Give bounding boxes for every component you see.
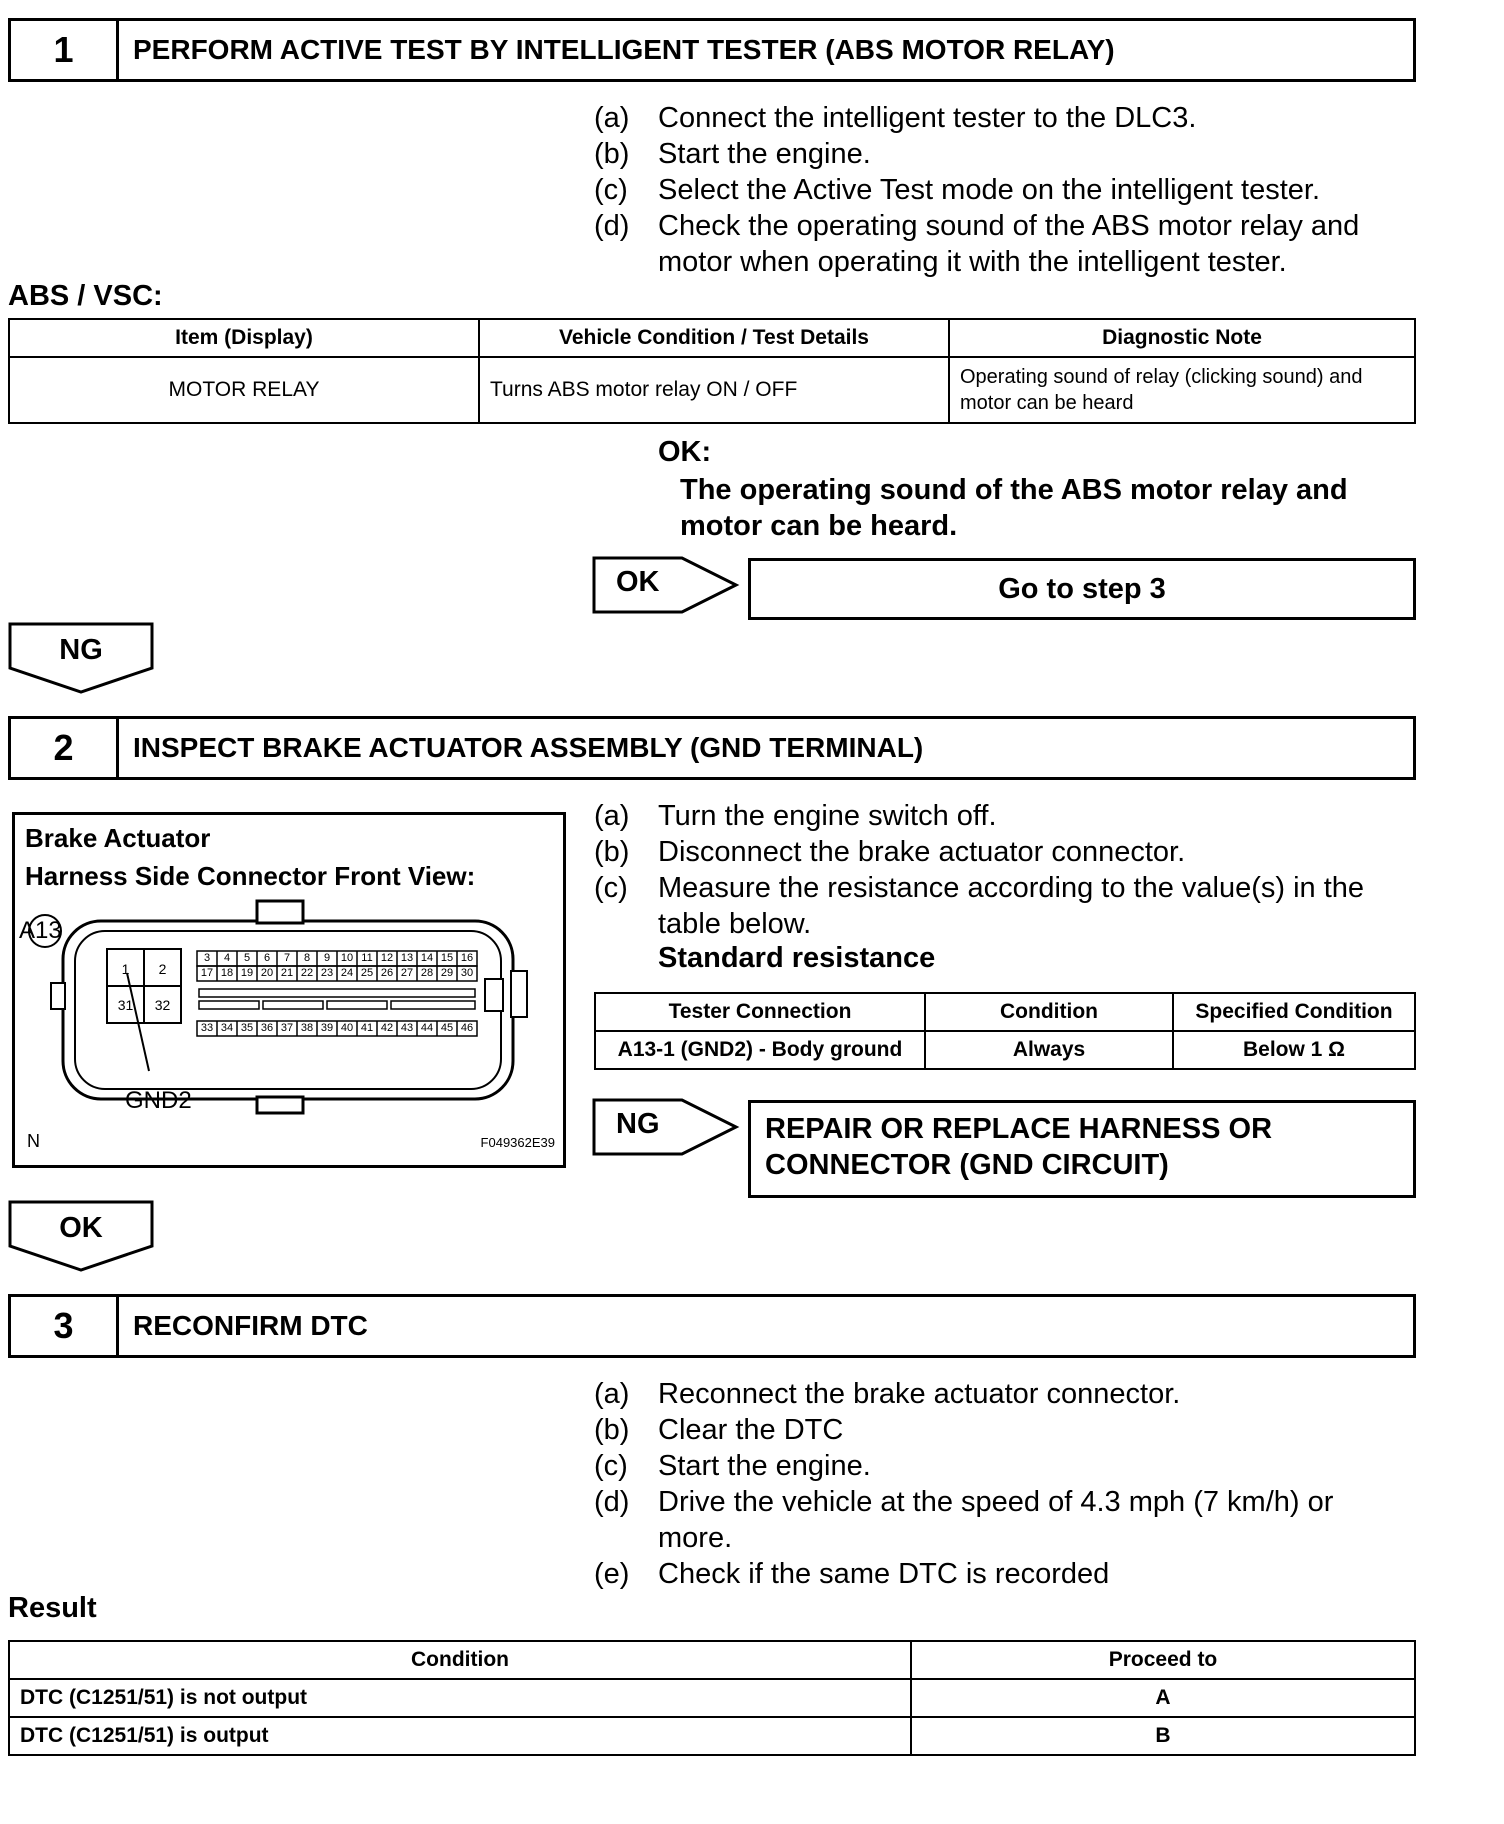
- step-title: INSPECT BRAKE ACTUATOR ASSEMBLY (GND TERMINAL): [133, 732, 924, 763]
- ok-label: OK:: [658, 436, 712, 468]
- instruction-letter: (d): [594, 210, 630, 242]
- step-number: 1: [11, 21, 119, 79]
- instruction-text: Drive the vehicle at the speed of 4.3 mph (7 km/h) or: [658, 1486, 1334, 1518]
- instruction-text: Turn the engine switch off.: [658, 800, 997, 832]
- ng-tag-label: NG: [616, 1108, 660, 1140]
- table-header: Tester Connection: [595, 993, 925, 1031]
- instruction-letter: (d): [594, 1486, 630, 1518]
- pin-label: 40: [340, 1022, 354, 1034]
- ok-tag-label: OK: [616, 566, 660, 598]
- table-header: Diagnostic Note: [949, 319, 1415, 357]
- pin-label: 10: [340, 952, 354, 964]
- table-header: Condition: [925, 993, 1173, 1031]
- pin-label: 21: [280, 967, 294, 979]
- pin-label: 1: [121, 961, 130, 977]
- step-number: 2: [11, 719, 119, 777]
- pin-label: 26: [380, 967, 394, 979]
- result-heading: Result: [8, 1592, 97, 1624]
- standard-label: Standard resistance: [658, 942, 936, 974]
- step-2-header: [8, 716, 1416, 780]
- instruction-text: more.: [658, 1522, 733, 1554]
- table-heading: ABS / VSC:: [8, 280, 163, 312]
- instruction-text: Clear the DTC: [658, 1414, 844, 1446]
- pin-label: 36: [260, 1022, 274, 1034]
- step-3-header: [8, 1294, 1416, 1358]
- instruction-letter: (b): [594, 1414, 630, 1446]
- pin-label: 27: [400, 967, 414, 979]
- pin-label: 31: [117, 997, 134, 1013]
- pin-label: 28: [420, 967, 434, 979]
- pin-label: 3: [203, 952, 211, 964]
- ok-tag-label: OK: [59, 1212, 103, 1244]
- instruction-text: Check the operating sound of the ABS motor relay and: [658, 210, 1360, 242]
- pin-label: 2: [158, 961, 167, 977]
- ng-arrow-tag: [592, 1098, 740, 1156]
- pin-label: 16: [460, 952, 474, 964]
- table-cell: A: [911, 1679, 1415, 1717]
- pin-label: 6: [263, 952, 271, 964]
- instruction-text: Select the Active Test mode on the intelligent tester.: [658, 174, 1321, 206]
- instruction-text: Start the engine.: [658, 1450, 871, 1482]
- figure-subtitle: Harness Side Connector Front View:: [25, 861, 476, 891]
- ng-tag-label: NG: [59, 634, 103, 666]
- pin-label: 35: [240, 1022, 254, 1034]
- instruction-letter: (a): [594, 800, 630, 832]
- pin-label: 41: [360, 1022, 374, 1034]
- pin-label: 24: [340, 967, 354, 979]
- step-1-header: [8, 18, 1416, 82]
- instruction-text: Check if the same DTC is recorded: [658, 1558, 1110, 1590]
- pin-label: 13: [400, 952, 414, 964]
- pin-label: 39: [320, 1022, 334, 1034]
- table-cell: Turns ABS motor relay ON / OFF: [479, 357, 949, 423]
- pin-label: 14: [420, 952, 434, 964]
- pin-label: 32: [154, 997, 171, 1013]
- instruction-letter: (b): [594, 138, 630, 170]
- instruction-letter: (e): [594, 1558, 630, 1590]
- pin-label: 46: [460, 1022, 474, 1034]
- table-cell-line: Operating sound of relay (clicking sound) and: [960, 366, 1363, 388]
- instruction-letter: (c): [594, 1450, 628, 1482]
- instruction-letter: (a): [594, 102, 630, 134]
- resistance-table: [594, 992, 1416, 1070]
- table-cell: [949, 357, 1415, 423]
- pin-label: 7: [283, 952, 291, 964]
- ok-criteria: [680, 472, 1348, 544]
- instruction-text: Connect the intelligent tester to the DLC3.: [658, 102, 1197, 134]
- pin-label: 18: [220, 967, 234, 979]
- repair-box: [748, 1100, 1416, 1198]
- arrow-right-icon: [592, 1098, 740, 1156]
- pin-label: 33: [200, 1022, 214, 1034]
- step-number: 3: [11, 1297, 119, 1355]
- table-header: Vehicle Condition / Test Details: [479, 319, 949, 357]
- ok-arrow-tag: [592, 556, 740, 614]
- pin-label: 23: [320, 967, 334, 979]
- step-title: PERFORM ACTIVE TEST BY INTELLIGENT TESTER (ABS MOTOR RELAY): [133, 34, 1115, 65]
- result-text: CONNECTOR (GND CIRCUIT): [765, 1149, 1169, 1181]
- connector-id: A13: [19, 917, 62, 944]
- instruction-text: table below.: [658, 908, 812, 940]
- pin-label: 45: [440, 1022, 454, 1034]
- active-test-table: [8, 318, 1416, 424]
- table-cell: A13-1 (GND2) - Body ground: [595, 1031, 925, 1069]
- connector-figure: [12, 812, 566, 1168]
- pin-label: 43: [400, 1022, 414, 1034]
- pin-label: 38: [300, 1022, 314, 1034]
- pin-label: 42: [380, 1022, 394, 1034]
- corner-mark: N: [27, 1131, 40, 1151]
- pin-label: 8: [303, 952, 311, 964]
- pin-label: 12: [380, 952, 394, 964]
- ng-down-tag: [8, 622, 154, 694]
- table-cell: DTC (C1251/51) is output: [9, 1717, 911, 1755]
- pin-label: 5: [243, 952, 251, 964]
- instruction-text: Measure the resistance according to the value(s) in the: [658, 872, 1365, 904]
- instruction-letter: (c): [594, 174, 628, 206]
- table-header: Item (Display): [9, 319, 479, 357]
- figure-title: Brake Actuator: [25, 823, 211, 853]
- table-header: Specified Condition: [1173, 993, 1415, 1031]
- table-cell: B: [911, 1717, 1415, 1755]
- pin-label: 22: [300, 967, 314, 979]
- step-1-instructions: [594, 100, 1394, 280]
- pin-label: 19: [240, 967, 254, 979]
- figure-code: F049362E39: [480, 1135, 555, 1150]
- pin-label: 29: [440, 967, 454, 979]
- pin-label: 25: [360, 967, 374, 979]
- pin-label: 30: [460, 967, 474, 979]
- pin-label: 34: [220, 1022, 234, 1034]
- result-text: REPAIR OR REPLACE HARNESS OR: [765, 1113, 1273, 1145]
- instruction-text: motor when operating it with the intelligent tester.: [658, 246, 1287, 278]
- table-cell: Below 1 Ω: [1173, 1031, 1415, 1069]
- table-cell: DTC (C1251/51) is not output: [9, 1679, 911, 1717]
- pin-label: 37: [280, 1022, 294, 1034]
- pin-label: 4: [223, 952, 231, 964]
- go-to-step-box: [748, 558, 1416, 620]
- pin-label: 11: [361, 952, 373, 964]
- result-text: Go to step 3: [998, 572, 1166, 605]
- gnd-label: GND2: [125, 1087, 192, 1114]
- arrow-right-icon: [592, 556, 740, 614]
- table-header: Proceed to: [911, 1641, 1415, 1679]
- connector-diagram: [15, 815, 563, 1165]
- step-title: RECONFIRM DTC: [133, 1310, 368, 1341]
- ok-criteria-line: motor can be heard.: [680, 510, 958, 542]
- pin-label: 9: [323, 952, 331, 964]
- table-cell: MOTOR RELAY: [9, 357, 479, 423]
- instruction-text: Start the engine.: [658, 138, 871, 170]
- instruction-text: Reconnect the brake actuator connector.: [658, 1378, 1181, 1410]
- ok-criteria-line: The operating sound of the ABS motor relay and: [680, 474, 1348, 506]
- step-2-instructions: [594, 798, 1414, 948]
- table-cell-line: motor can be heard: [960, 392, 1134, 414]
- result-table: [8, 1640, 1416, 1756]
- pin-label: 15: [440, 952, 454, 964]
- pin-label: 17: [200, 967, 214, 979]
- instruction-letter: (c): [594, 872, 628, 904]
- ok-down-tag: [8, 1200, 154, 1272]
- instruction-letter: (b): [594, 836, 630, 868]
- table-cell: Always: [925, 1031, 1173, 1069]
- instruction-letter: (a): [594, 1378, 630, 1410]
- instruction-text: Disconnect the brake actuator connector.: [658, 836, 1186, 868]
- pin-label: 44: [420, 1022, 434, 1034]
- table-header: Condition: [9, 1641, 911, 1679]
- pin-label: 20: [260, 967, 274, 979]
- step-3-instructions: [594, 1376, 1414, 1596]
